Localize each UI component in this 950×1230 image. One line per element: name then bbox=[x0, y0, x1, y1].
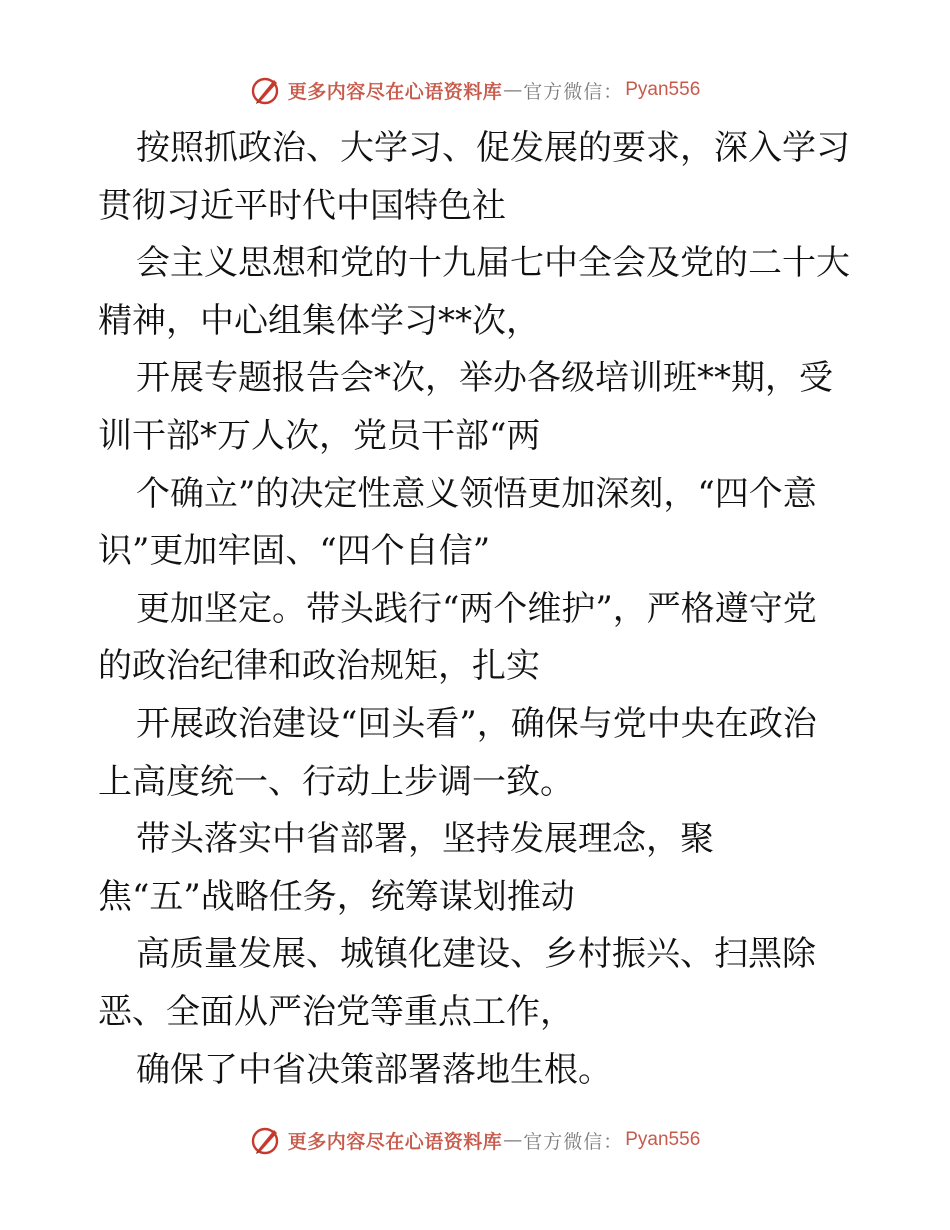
text-line: 训干部*万人次，党员干部“两 bbox=[98, 415, 541, 456]
footer-wechat-id: Pyan556 bbox=[625, 1129, 701, 1150]
text-line: 会主义思想和党的十九届七中全会及党的二十大 bbox=[136, 243, 850, 284]
text-line: 焦“五”战略任务，统筹谋划推动 bbox=[98, 876, 575, 917]
text-line: 上高度统一、行动上步调一致。 bbox=[98, 761, 574, 802]
quill-pen-logo-icon bbox=[250, 74, 282, 106]
text-line: 精神，中心组集体学习**次， bbox=[98, 300, 540, 341]
header-wechat-label: 官方微信： bbox=[523, 80, 624, 103]
footer-wechat-label: 官方微信： bbox=[523, 1130, 624, 1153]
text-line: 带头落实中省部署，坚持发展理念，聚 bbox=[136, 819, 714, 860]
text-line: 的政治纪律和政治规矩，扎实 bbox=[98, 646, 540, 687]
text-line: 贯彻习近平时代中国特色社 bbox=[98, 185, 506, 226]
text-line: 个确立”的决定性意义领悟更加深刻，“四个意 bbox=[136, 473, 817, 514]
text-line: 按照抓政治、大学习、促发展的要求，深入学习 bbox=[136, 128, 850, 168]
footer-separator: — bbox=[503, 1129, 523, 1151]
text-line: 开展专题报告会*次，举办各级培训班**期，受 bbox=[136, 358, 833, 399]
text-line: 高质量发展、城镇化建设、乡村振兴、扫黑除 bbox=[136, 934, 816, 975]
text-line: 更加坚定。带头践行“两个维护”，严格遵守党 bbox=[136, 588, 817, 629]
body-text bbox=[98, 120, 858, 1099]
text-line: 恶、全面从严治党等重点工作， bbox=[98, 991, 574, 1032]
footer-banner bbox=[0, 1120, 950, 1160]
header-wechat-id: Pyan556 bbox=[625, 79, 701, 100]
quill-pen-logo-icon bbox=[250, 1124, 282, 1156]
header-separator: — bbox=[503, 79, 523, 101]
header-banner bbox=[0, 70, 950, 110]
text-line: 开展政治建设“回头看”，确保与党中央在政治 bbox=[136, 703, 817, 744]
header-site-name: 更多内容尽在心语资料库 bbox=[287, 80, 503, 103]
text-line: 确保了中省决策部署落地生根。 bbox=[136, 1049, 612, 1090]
text-line: 识”更加牢固、“四个自信” bbox=[98, 531, 491, 572]
footer-site-name: 更多内容尽在心语资料库 bbox=[287, 1130, 503, 1153]
